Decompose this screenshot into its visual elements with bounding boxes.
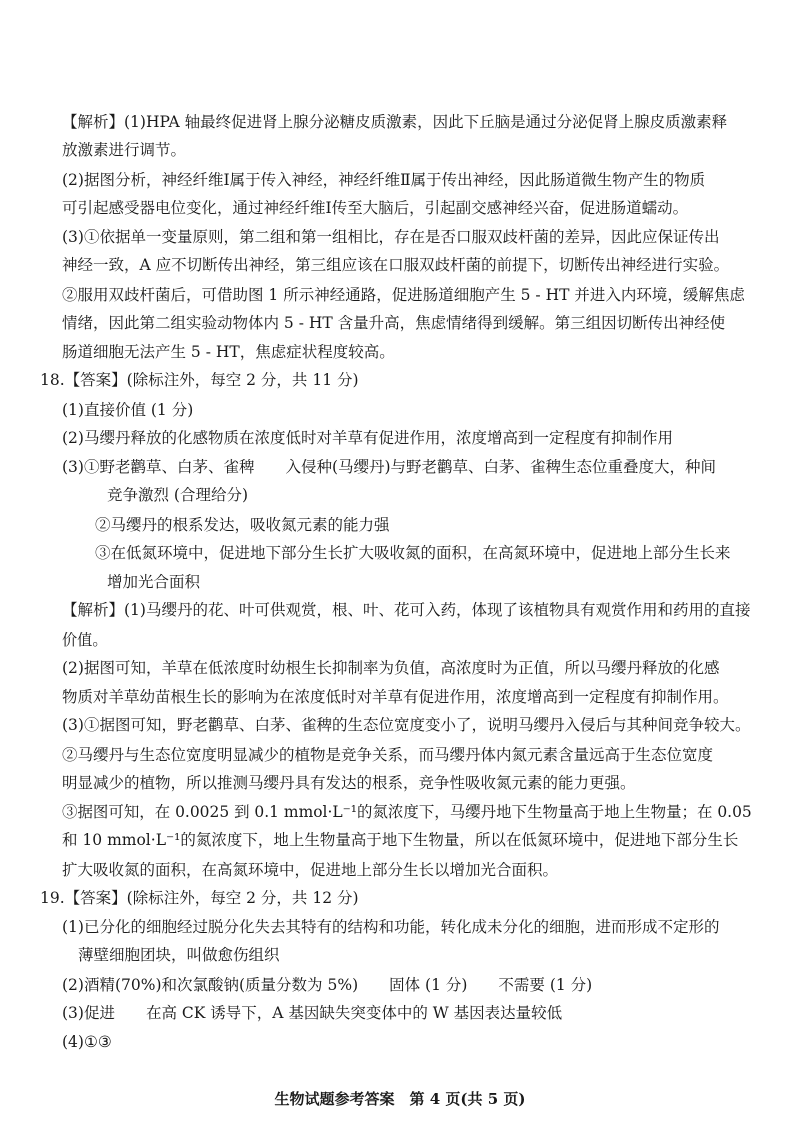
text-line: (2)马缨丹释放的化感物质在浓度低时对羊草有促进作用，浓度增高到一定程度有抑制作用 — [62, 429, 673, 447]
text-line: 薄壁细胞团块，叫做愈伤组织 — [78, 946, 280, 964]
text-line: 19.【答案】(除标注外，每空 2 分，共 12 分) — [40, 889, 359, 907]
text-line: 放激素进行调节。 — [62, 141, 187, 159]
text-line: ②服用双歧杆菌后，可借助图 1 所示神经通路，促进肠道细胞产生 5 - HT 并进入内环境，缓解焦虑 — [62, 286, 745, 304]
text-line: ③据图可知，在 0.0025 到 0.1 mmol·L⁻¹的氮浓度下，马缨丹地下生物量高于地上生物量；在 0.05 — [62, 803, 752, 821]
text-line: (3)促进 在高 CK 诱导下，A 基因缺失突变体中的 W 基因表达量较低 — [62, 1004, 563, 1022]
text-line: 和 10 mmol·L⁻¹的氮浓度下，地上生物量高于地下生物量，所以在低氮环境中，促进地下部分生长 — [62, 831, 739, 849]
text-line: ③在低氮环境中，促进地下部分生长扩大吸收氮的面积，在高氮环境中，促进地上部分生长来 — [95, 544, 731, 562]
text-line: ②马缨丹的根系发达，吸收氮元素的能力强 — [95, 516, 390, 534]
text-line: (1)已分化的细胞经过脱分化失去其特有的结构和功能，转化成未分化的细胞，进而形成不定形的 — [62, 918, 720, 936]
text-line: 【解析】(1)HPA 轴最终促进肾上腺分泌糖皮质激素，因此下丘脑是通过分泌促肾上腺皮质激素释 — [62, 113, 728, 131]
text-line: 明显减少的植物，所以推测马缨丹具有发达的根系，竞争性吸收氮元素的能力更强。 — [62, 774, 636, 792]
text-line: 神经一致，A 应不切断传出神经，第三组应该在口服双歧杆菌的前提下，切断传出神经进行实验。 — [62, 256, 730, 274]
text-line: (2)酒精(70%)和次氯酸钠(质量分数为 5%) 固体 (1 分) 不需要 (1 分) — [62, 976, 593, 994]
text-line: (2)据图分析，神经纤维Ⅰ属于传入神经，神经纤维Ⅱ属于传出神经，因此肠道微生物产生的物质 — [62, 171, 706, 189]
text-line: (3)①野老鹳草、白茅、雀稗 入侵种(马缨丹)与野老鹳草、白茅、雀稗生态位重叠度大，种间 — [62, 458, 717, 476]
text-line: 扩大吸收氮的面积，在高氮环境中，促进地上部分生长以增加光合面积。 — [62, 861, 559, 879]
text-line: 增加光合面积 — [107, 573, 201, 591]
text-line: 肠道细胞无法产生 5 - HT，焦虑症状程度较高。 — [62, 343, 395, 361]
text-line: (3)①依据单一变量原则，第二组和第一组相比，存在是否口服双歧杆菌的差异，因此应保证传出 — [62, 228, 720, 246]
text-line: (4)①③ — [62, 1033, 112, 1051]
text-line: 价值。 — [62, 631, 108, 649]
text-line: 18.【答案】(除标注外，每空 2 分，共 11 分) — [40, 371, 359, 389]
text-line: 竞争激烈 (合理给分) — [107, 486, 249, 504]
text-line: (2)据图可知，羊草在低浓度时幼根生长抑制率为负值，高浓度时为正值，所以马缨丹释放的化感 — [62, 659, 720, 677]
text-line: 情绪，因此第二组实验动物体内 5 - HT 含量升高，焦虑情绪得到缓解。第三组因切断传出神经使 — [62, 314, 726, 332]
text-line: 【解析】(1)马缨丹的花、叶可供观赏，根、叶、花可入药，体现了该植物具有观赏作用和药用的直接 — [62, 601, 751, 619]
text-line: 可引起感受器电位变化，通过神经纤维Ⅰ传至大脑后，引起副交感神经兴奋，促进肠道蠕动。 — [62, 199, 689, 217]
text-line: (1)直接价值 (1 分) — [62, 401, 194, 419]
text-line: 物质对羊草幼苗根生长的影响为在浓度低时对羊草有促进作用，浓度增高到一定程度有抑制作用。 — [62, 688, 729, 706]
page-footer: 生物试题参考答案 第 4 页(共 5 页) — [274, 1090, 526, 1108]
text-line: (3)①据图可知，野老鹳草、白茅、雀稗的生态位宽度变小了，说明马缨丹入侵后与其种间竞争较大。 — [62, 716, 751, 734]
text-line: ②马缨丹与生态位宽度明显减少的植物是竞争关系，而马缨丹体内氮元素含量远高于生态位宽度 — [62, 746, 714, 764]
